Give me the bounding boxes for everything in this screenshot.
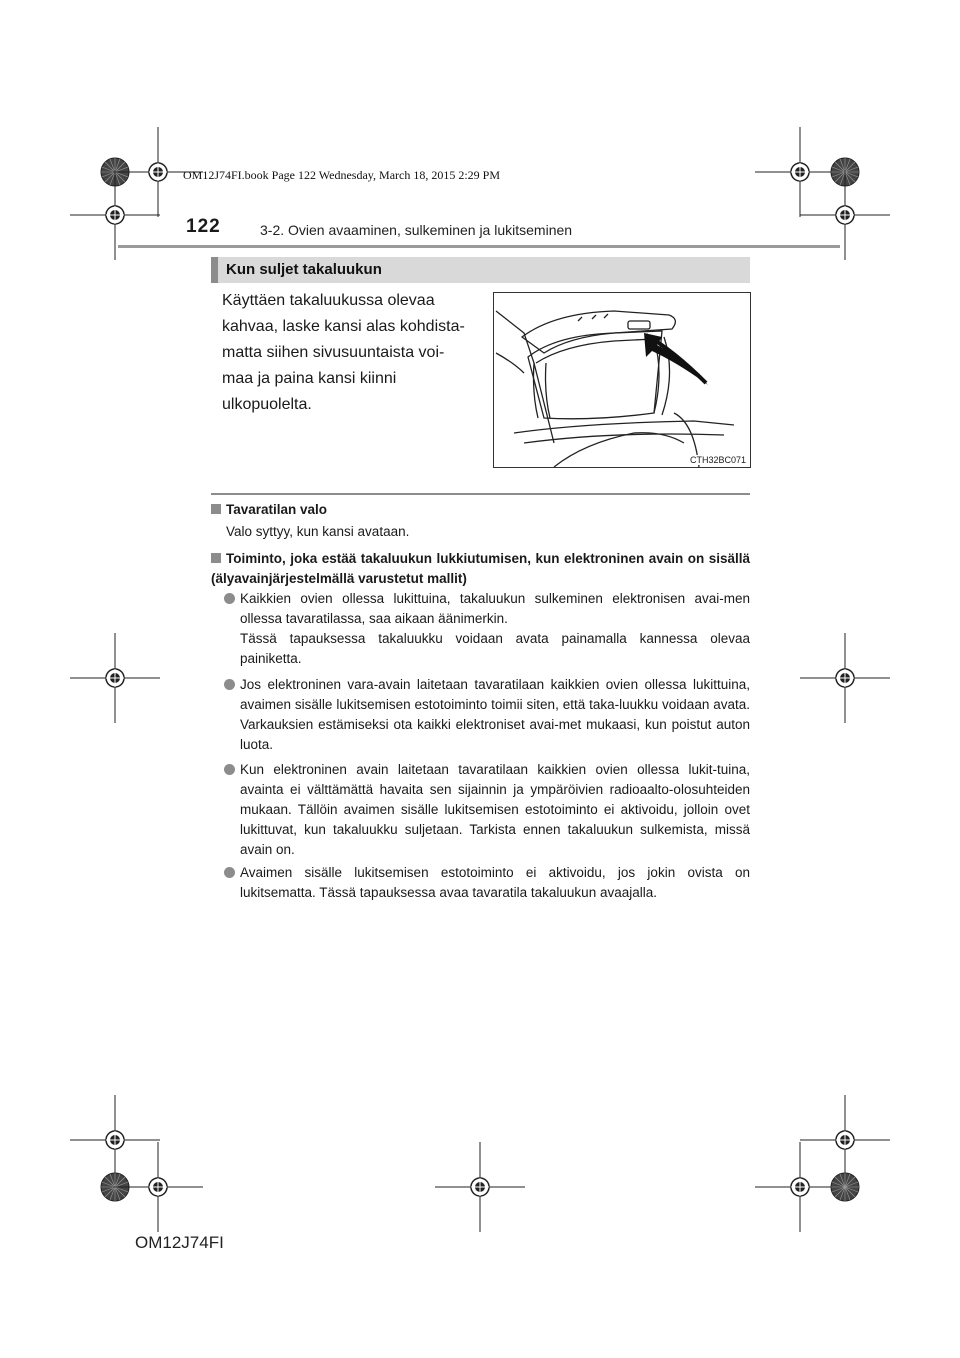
separator-rule [211, 493, 750, 495]
subsection-title-text: Toiminto, joka estää takaluukun lukkiutumisen, kun elektroninen avain on sisällä (älyavainjärjestelmällä varustetut mallit) [211, 551, 750, 586]
header-rule [118, 245, 840, 248]
page-number: 122 [186, 216, 221, 237]
trunk-lid-drawing [494, 293, 750, 467]
list-item [224, 675, 750, 755]
list-item-text: Kun elektroninen avain laitetaan tavaratilaan kaikkien ovien ollessa lukit-tuina, avainta ei välttämättä havaita sen sijainnin ja ympäröivien radioaalto-olosuhteiden mukaan. Tällöin avaimen sisälle lukitsemisen estotoiminto ei aktivoidu, jolloin ovet lukittuvat, kun takaluukku suljetaan. Tarkista ennen takaluukun sulkemista, missä avain on. [240, 762, 750, 857]
circle-bullet-icon [224, 764, 235, 775]
section-title: Kun suljet takaluukun [226, 261, 382, 278]
print-info-line: OM12J74FI.book Page 122 Wednesday, March 18, 2015 2:29 PM [183, 168, 501, 182]
square-bullet-icon [211, 553, 221, 563]
list-item-text: Jos elektroninen vara-avain laitetaan tavaratilaan kaikkien ovien ollessa lukittuina, avaimen sisälle lukitsemisen estotoiminto toimii siten, että taka-luukku voidaan avata. Varkauksien estämiseksi ota kaikki elektroniset avai-met mukaasi, kun poistut auton luota. [240, 677, 750, 752]
circle-bullet-icon [224, 867, 235, 878]
list-item [224, 863, 750, 903]
list-item-text: Avaimen sisälle lukitsemisen estotoiminto ei aktivoidu, jos jokin ovista on lukitsematta. Tässä tapauksessa avaa tavaratila takaluukun avaajalla. [240, 865, 750, 900]
subsection-text: Valo syttyy, kun kansi avataan. [226, 524, 410, 539]
circle-bullet-icon [224, 593, 235, 604]
square-bullet-icon [211, 504, 221, 514]
subsection-title [211, 500, 750, 520]
list-item [224, 760, 750, 860]
figure-code: CTH32BC071 [689, 455, 746, 465]
footer-code: OM12J74FI [135, 1233, 224, 1252]
list-item [224, 589, 750, 669]
subsection-title [211, 549, 750, 589]
section-intro [222, 288, 479, 418]
subsection-title-text: Tavaratilan valo [226, 502, 328, 517]
intro-line: kahvaa, laske kansi alas kohdista- [222, 318, 465, 335]
intro-line: Käyttäen takaluukussa olevaa [222, 292, 435, 309]
circle-bullet-icon [224, 679, 235, 690]
trunk-lid-illustration [493, 292, 751, 468]
section-accent [211, 257, 218, 283]
intro-line: maa ja paina kansi kiinni [222, 370, 397, 387]
list-item-text: Kaikkien ovien ollessa lukittuina, takaluukun sulkeminen elektronisen avai-men ollessa tavaratilassa, saa aikaan äänimerkin. [240, 591, 750, 626]
chapter-title: 3-2. Ovien avaaminen, sulkeminen ja lukitseminen [260, 222, 573, 238]
section-heading [211, 257, 750, 283]
intro-line: matta siihen sivusuuntaista voi- [222, 344, 445, 361]
intro-line: ulkopuolelta. [222, 396, 312, 413]
list-item-text-continued: Tässä tapauksessa takaluukku voidaan avata painamalla kannessa olevaa painiketta. [240, 631, 750, 666]
